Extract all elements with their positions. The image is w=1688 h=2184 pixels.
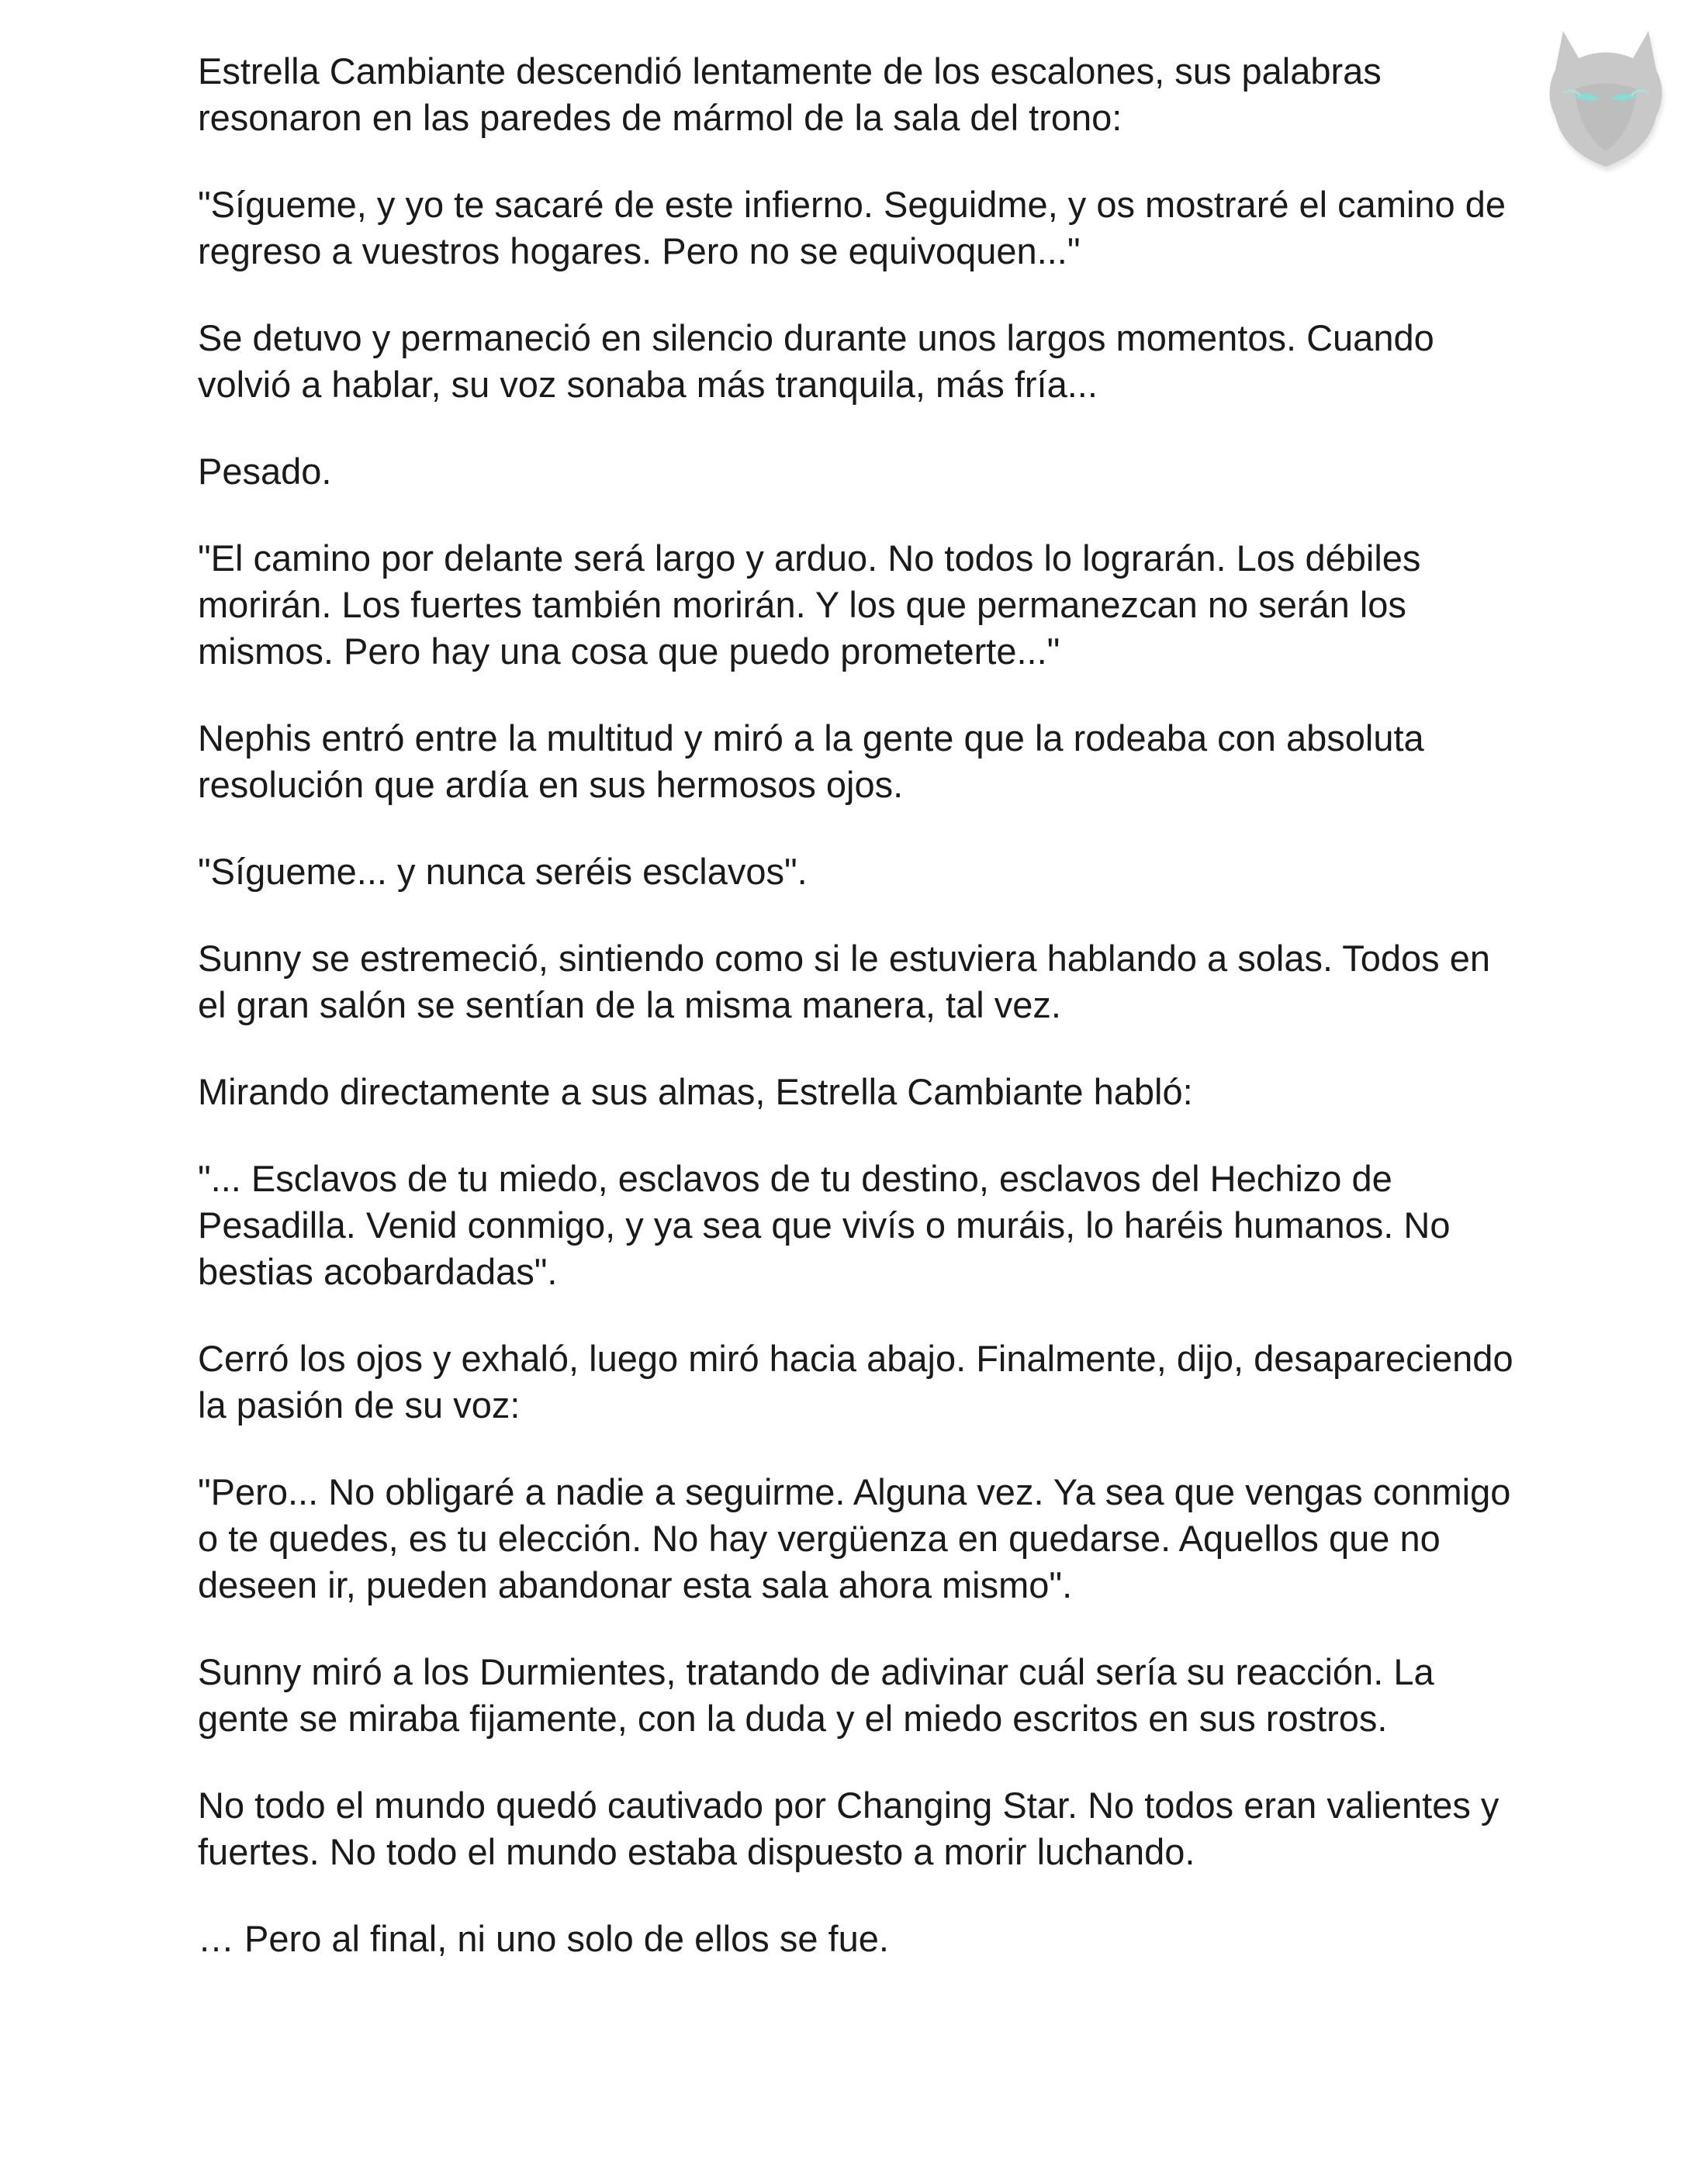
paragraph: Pesado. [198, 451, 332, 492]
paragraph: "... Esclavos de tu miedo, esclavos de tu destino, esclavos del Hechizo de Pesadilla. Venid conmigo, y ya sea que vivís o muráis, lo haréis humanos. No bestias acobardadas". [198, 1158, 1451, 1292]
document-body [198, 48, 1517, 2003]
paragraph: Cerró los ojos y exhaló, luego miró hacia abajo. Finalmente, dijo, desapareciendo la pasión de su voz: [198, 1338, 1513, 1425]
paragraph: "Sígueme, y yo te sacaré de este infierno. Seguidme, y os mostraré el camino de regreso a vuestros hogares. Pero no se equivoquen..." [198, 184, 1506, 271]
paragraph: "El camino por delante será largo y arduo. No todos lo lograrán. Los débiles morirán. Los fuertes también morirán. Y los que permanezcan no serán los mismos. Pero hay una cosa que puedo prometerte..." [198, 537, 1421, 672]
paragraph: Estrella Cambiante descendió lentamente de los escalones, sus palabras resonaron en las paredes de mármol de la sala del trono: [198, 50, 1382, 138]
paragraph: Sunny se estremeció, sintiendo como si le estuviera hablando a solas. Todos en el gran salón se sentían de la misma manera, tal vez. [198, 938, 1490, 1025]
paragraph: No todo el mundo quedó cautivado por Changing Star. No todos eran valientes y fuertes. No todo el mundo estaba dispuesto a morir luchando. [198, 1785, 1499, 1872]
paragraph: Sunny miró a los Durmientes, tratando de adivinar cuál sería su reacción. La gente se miraba fijamente, con la duda y el miedo escritos en sus rostros. [198, 1651, 1434, 1739]
demon-head-icon [1532, 16, 1679, 178]
paragraph: "Pero... No obligaré a nadie a seguirme. Alguna vez. Ya sea que vengas conmigo o te quedes, es tu elección. No hay vergüenza en quedarse. Aquellos que no deseen ir, pueden abandonar esta sala ahora mismo". [198, 1471, 1511, 1605]
paragraph: Nephis entró entre la multitud y miró a la gente que la rodeaba con absoluta resolución que ardía en sus hermosos ojos. [198, 717, 1424, 805]
paragraph: "Sígueme... y nunca seréis esclavos". [198, 851, 808, 892]
paragraph: Se detuvo y permaneció en silencio durante unos largos momentos. Cuando volvió a hablar, su voz sonaba más tranquila, más fría... [198, 317, 1434, 405]
paragraph: … Pero al final, ni uno solo de ellos se fue. [198, 1918, 889, 1959]
paragraph: Mirando directamente a sus almas, Estrella Cambiante habló: [198, 1071, 1193, 1112]
